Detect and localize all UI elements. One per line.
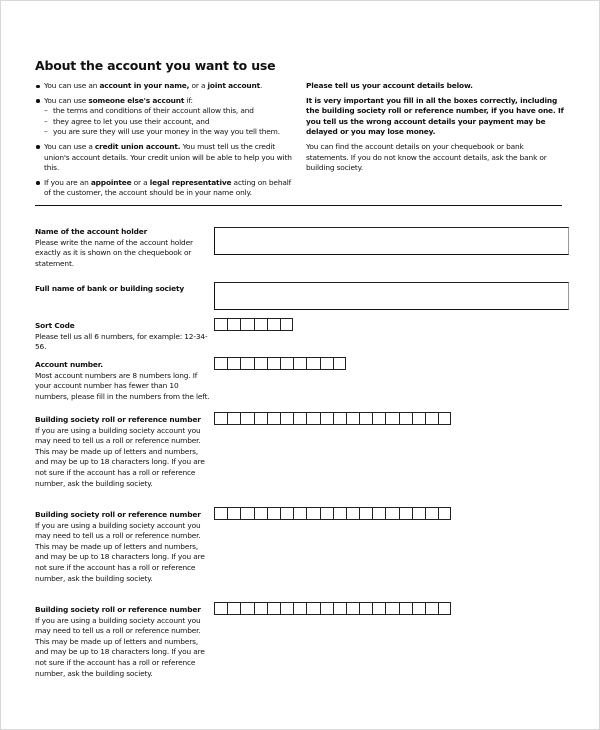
character-box[interactable] xyxy=(346,412,359,425)
character-box[interactable] xyxy=(240,357,253,370)
help-text: You can find the account details on your chequebook or bank statements. If you do not know the account details, ask the bank or building society. xyxy=(306,141,547,173)
character-box[interactable] xyxy=(320,357,333,370)
character-box[interactable] xyxy=(399,602,412,615)
character-box[interactable] xyxy=(214,507,227,520)
character-box[interactable] xyxy=(267,507,280,520)
condition-item: – you are sure they will use your money in the way you tell them. xyxy=(44,127,297,138)
character-box[interactable] xyxy=(254,507,267,520)
roll-number-input[interactable] xyxy=(214,412,451,426)
character-box[interactable] xyxy=(267,318,280,331)
character-box[interactable] xyxy=(227,357,240,370)
account-number-label: Account number. Most account numbers are 8 numbers long. If your account number has fewer than 10 numbers, please fill in the numbers from the left. xyxy=(35,360,210,401)
character-box[interactable] xyxy=(214,318,227,331)
character-box[interactable] xyxy=(254,357,267,370)
character-box[interactable] xyxy=(280,318,293,331)
character-box[interactable] xyxy=(293,357,306,370)
roll-number-label: Building society roll or reference number If you are using a building society account you may need to tell us a roll or reference number. This may be made up of letters and numbers, and may be up to 18 characters long. If you are not sure if the account has a roll or reference number, ask the building society. xyxy=(35,510,205,583)
account-holder-input[interactable] xyxy=(214,227,569,255)
character-box[interactable] xyxy=(240,602,253,615)
character-box[interactable] xyxy=(280,507,293,520)
character-box[interactable] xyxy=(306,602,319,615)
character-box[interactable] xyxy=(438,602,451,615)
character-box[interactable] xyxy=(372,602,385,615)
character-box[interactable] xyxy=(425,602,438,615)
character-box[interactable] xyxy=(320,602,333,615)
character-box[interactable] xyxy=(385,602,398,615)
character-box[interactable] xyxy=(293,412,306,425)
character-box[interactable] xyxy=(214,602,227,615)
character-box[interactable] xyxy=(306,357,319,370)
character-box[interactable] xyxy=(333,412,346,425)
character-box[interactable] xyxy=(320,412,333,425)
character-box[interactable] xyxy=(372,507,385,520)
account-holder-label: Name of the account holder Please write the name of the account holder exactly as it is shown on the chequebook or statement. xyxy=(35,227,193,268)
character-box[interactable] xyxy=(227,318,240,331)
character-box[interactable] xyxy=(240,318,253,331)
condition-item: – they agree to let you use their account, and xyxy=(44,117,297,128)
character-box[interactable] xyxy=(346,507,359,520)
roll-number-input[interactable] xyxy=(214,507,451,521)
character-box[interactable] xyxy=(306,507,319,520)
character-box[interactable] xyxy=(227,412,240,425)
bullet-credit-union: You can use a credit union account. You must tell us the credit union's account details. Your credit union will be able to help you with this. xyxy=(35,142,297,174)
important-warning: It is very important you fill in all the boxes correctly, including the building society roll or reference number, if you have one. If you tell us the wrong account details your payment may be delayed or you may lose money. xyxy=(306,95,564,137)
character-box[interactable] xyxy=(240,507,253,520)
character-box[interactable] xyxy=(254,412,267,425)
character-box[interactable] xyxy=(385,412,398,425)
character-box[interactable] xyxy=(385,507,398,520)
bank-name-input[interactable] xyxy=(214,282,569,310)
character-box[interactable] xyxy=(320,507,333,520)
character-box[interactable] xyxy=(438,507,451,520)
character-box[interactable] xyxy=(412,507,425,520)
character-box[interactable] xyxy=(240,412,253,425)
character-box[interactable] xyxy=(227,602,240,615)
sort-code-label: Sort Code Please tell us all 6 numbers, for example: 12-34-56. xyxy=(35,321,208,352)
character-box[interactable] xyxy=(333,357,346,370)
sort-code-input[interactable] xyxy=(214,318,293,332)
character-box[interactable] xyxy=(214,357,227,370)
character-box[interactable] xyxy=(227,507,240,520)
character-box[interactable] xyxy=(399,412,412,425)
character-box[interactable] xyxy=(372,412,385,425)
account-number-input[interactable] xyxy=(214,357,346,371)
character-box[interactable] xyxy=(306,412,319,425)
character-box[interactable] xyxy=(359,602,372,615)
character-box[interactable] xyxy=(280,602,293,615)
bullet-someone-else-account: You can use someone else's account if: – the terms and conditions of their account allow this, and – they agree to let you use their account, and – you are sure they will use your money in the way you tell them. xyxy=(35,96,297,138)
character-box[interactable] xyxy=(425,507,438,520)
character-box[interactable] xyxy=(412,602,425,615)
character-box[interactable] xyxy=(359,507,372,520)
instruction-heading: Please tell us your account details below. xyxy=(306,81,473,90)
intro-left-column xyxy=(35,81,297,203)
roll-number-label: Building society roll or reference number If you are using a building society account you may need to tell us a roll or reference number. This may be made up of letters and numbers, and may be up to 18 characters long. If you are not sure if the account has a roll or reference number, ask the building society. xyxy=(35,605,205,678)
character-box[interactable] xyxy=(293,602,306,615)
roll-number-input[interactable] xyxy=(214,602,451,616)
character-box[interactable] xyxy=(267,412,280,425)
character-box[interactable] xyxy=(254,602,267,615)
character-box[interactable] xyxy=(280,412,293,425)
bullet-appointee: If you are an appointee or a legal representative acting on behalf of the customer, the account should be in your name only. xyxy=(35,178,297,199)
bank-name-label: Full name of bank or building society xyxy=(35,284,185,293)
character-box[interactable] xyxy=(293,507,306,520)
character-box[interactable] xyxy=(425,412,438,425)
character-box[interactable] xyxy=(346,602,359,615)
character-box[interactable] xyxy=(214,412,227,425)
character-box[interactable] xyxy=(254,318,267,331)
character-box[interactable] xyxy=(280,357,293,370)
character-box[interactable] xyxy=(412,412,425,425)
condition-item: – the terms and conditions of their account allow this, and xyxy=(44,106,297,117)
character-box[interactable] xyxy=(267,602,280,615)
roll-number-label: Building society roll or reference number If you are using a building society account you may need to tell us a roll or reference number. This may be made up of letters and numbers, and may be up to 18 characters long. If you are not sure if the account has a roll or reference number, ask the building society. xyxy=(35,415,205,488)
character-box[interactable] xyxy=(399,507,412,520)
character-box[interactable] xyxy=(267,357,280,370)
intro-right-column xyxy=(306,81,568,178)
section-divider xyxy=(35,205,562,206)
bullet-own-account: You can use an account in your name, or a joint account. xyxy=(35,81,297,92)
character-box[interactable] xyxy=(359,412,372,425)
section-title: About the account you want to use xyxy=(35,58,276,73)
character-box[interactable] xyxy=(333,602,346,615)
character-box[interactable] xyxy=(438,412,451,425)
character-box[interactable] xyxy=(333,507,346,520)
